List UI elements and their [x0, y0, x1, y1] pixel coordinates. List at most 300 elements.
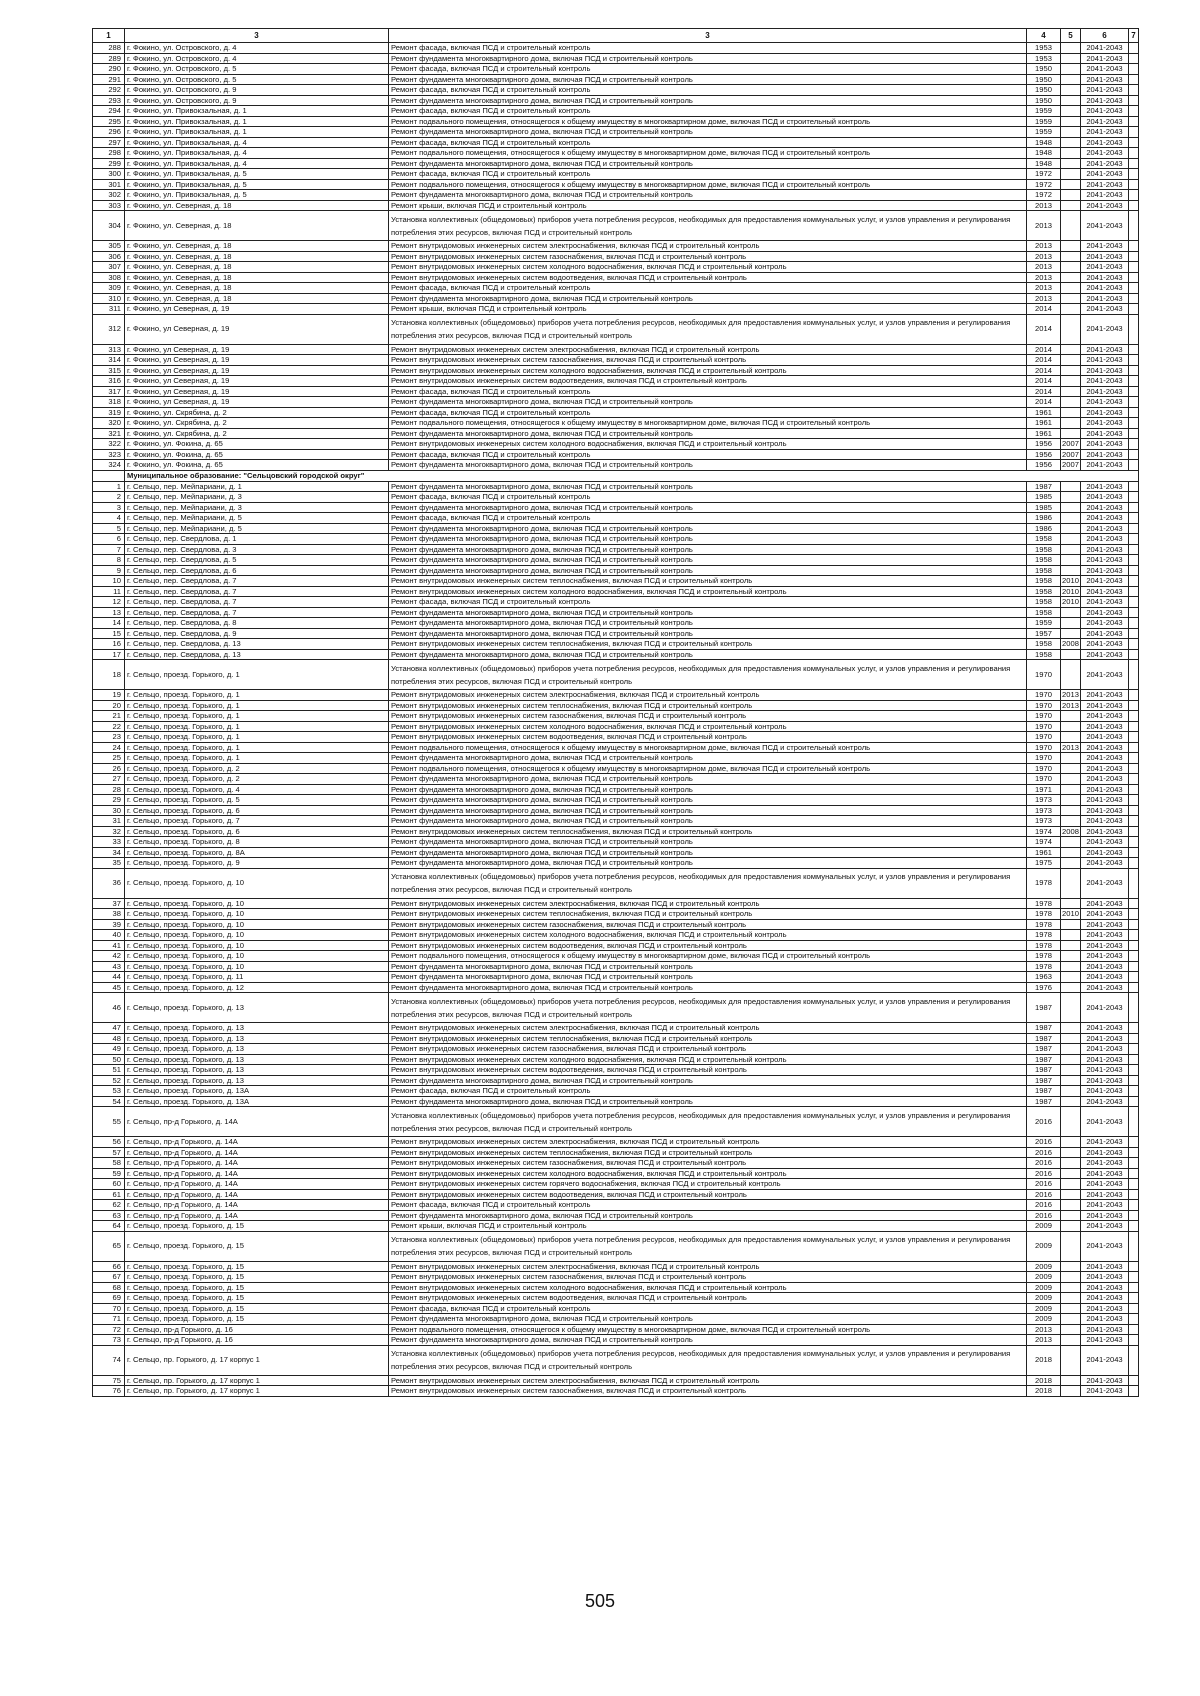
- planned-period-cell: 2041-2043: [1081, 919, 1129, 930]
- table-row: [93, 116, 1139, 127]
- address-cell: г. Фокино, ул. Привокзальная, д. 4: [125, 148, 389, 159]
- row-number-cell: 19: [93, 690, 125, 701]
- empty-cell: [1129, 753, 1139, 764]
- table-row: [93, 513, 1139, 524]
- empty-cell: [1129, 1221, 1139, 1232]
- last-repair-year-cell: [1061, 304, 1081, 315]
- address-cell: г. Сельцо, проезд. Горького, д. 15: [125, 1303, 389, 1314]
- empty-cell: [1129, 1261, 1139, 1272]
- row-number-cell: 58: [93, 1158, 125, 1169]
- table-row: [93, 639, 1139, 650]
- last-repair-year-cell: [1061, 137, 1081, 148]
- address-cell: г. Сельцо, пр-д Горького, д. 14А: [125, 1168, 389, 1179]
- last-repair-year-cell: [1061, 1065, 1081, 1076]
- address-cell: г. Сельцо, пр. Горького, д. 17 корпус 1: [125, 1375, 389, 1386]
- year-built-cell: 2009: [1027, 1303, 1061, 1314]
- work-type-cell: Ремонт внутридомовых инженерных систем газоснабжения, включая ПСД и строительный контроль: [389, 251, 1027, 262]
- address-cell: г. Сельцо, пр-д Горького, д. 14А: [125, 1179, 389, 1190]
- table-header-row: [93, 29, 1139, 43]
- table-row: [93, 74, 1139, 85]
- row-number-cell: 29: [93, 795, 125, 806]
- planned-period-cell: 2041-2043: [1081, 1282, 1129, 1293]
- empty-cell: [1129, 774, 1139, 785]
- work-type-cell: Ремонт фундамента многоквартирного дома, включая ПСД и строительный контроль: [389, 127, 1027, 138]
- work-type-cell: Ремонт фасада, включая ПСД и строительный контроль: [389, 492, 1027, 503]
- row-number-cell: 57: [93, 1147, 125, 1158]
- empty-cell: [1129, 1282, 1139, 1293]
- address-cell: г. Фокино, ул. Скрябина, д. 2: [125, 418, 389, 429]
- address-cell: г. Сельцо, проезд. Горького, д. 4: [125, 784, 389, 795]
- address-cell: г. Сельцо, пр-д Горького, д. 14А: [125, 1210, 389, 1221]
- table-row: [93, 805, 1139, 816]
- address-cell: г. Сельцо, пер. Свердлова, д. 8: [125, 618, 389, 629]
- row-number-cell: 30: [93, 805, 125, 816]
- table-row: [93, 148, 1139, 159]
- row-number-cell: 295: [93, 116, 125, 127]
- table-row: [93, 732, 1139, 743]
- row-number-cell: 28: [93, 784, 125, 795]
- address-cell: г. Фокино, ул. Островского, д. 9: [125, 85, 389, 96]
- address-cell: г. Сельцо, проезд. Горького, д. 15: [125, 1221, 389, 1232]
- planned-period-cell: 2041-2043: [1081, 1054, 1129, 1065]
- last-repair-year-cell: 2013: [1062, 690, 1079, 699]
- work-type-cell: Установка коллективных (общедомовых) приборов учета потребления ресурсов, необходимых для предоставления коммунальных услуг, и узлов управления и регулирования потребления этих ресурсов, включая ПСД и строительный контроль: [389, 314, 1027, 344]
- planned-period-cell: 2041-2043: [1081, 272, 1129, 283]
- row-number-cell: 322: [93, 439, 125, 450]
- last-repair-year-cell: [1061, 858, 1081, 869]
- work-type-cell: Ремонт фундамента многоквартирного дома, включая ПСД и строительный контроль: [389, 858, 1027, 869]
- address-cell: г. Сельцо, пер. Свердлова, д. 7: [125, 576, 389, 587]
- table-row: [93, 190, 1139, 201]
- row-number-cell: 5: [93, 523, 125, 534]
- work-type-cell: Ремонт фасада, включая ПСД и строительный контроль: [389, 283, 1027, 294]
- row-number-cell: 75: [93, 1375, 125, 1386]
- year-built-cell: 1974: [1027, 837, 1061, 848]
- year-built-cell: 1963: [1027, 972, 1061, 983]
- address-cell: г. Сельцо, пер. Мейпариани, д. 1: [125, 481, 389, 492]
- planned-period-cell: 2041-2043: [1081, 1261, 1129, 1272]
- last-repair-year-cell: 2010: [1062, 597, 1079, 606]
- table-row: [93, 1314, 1139, 1325]
- row-number-cell: 42: [93, 951, 125, 962]
- year-built-cell: 1950: [1027, 85, 1061, 96]
- table-row: [93, 492, 1139, 503]
- planned-period-cell: 2041-2043: [1081, 732, 1129, 743]
- empty-cell: [1129, 993, 1139, 1023]
- table-row: [93, 1158, 1139, 1169]
- address-cell: г. Сельцо, пер. Свердлова, д. 7: [125, 607, 389, 618]
- last-repair-year-cell: [1061, 158, 1081, 169]
- planned-period-cell: 2041-2043: [1081, 53, 1129, 64]
- row-number-cell: 313: [93, 344, 125, 355]
- planned-period-cell: 2041-2043: [1081, 1375, 1129, 1386]
- last-repair-year-cell: [1061, 930, 1081, 941]
- row-number-cell: 290: [93, 64, 125, 75]
- planned-period-cell: 2041-2043: [1081, 148, 1129, 159]
- address-cell: г. Фокино, ул. Островского, д. 4: [125, 53, 389, 64]
- last-repair-year-cell: [1061, 1179, 1081, 1190]
- address-cell: г. Сельцо, проезд. Горького, д. 15: [125, 1314, 389, 1325]
- table-row: [93, 43, 1139, 54]
- planned-period-cell: 2041-2043: [1081, 868, 1129, 898]
- planned-period-cell: 2041-2043: [1081, 1386, 1129, 1397]
- year-built-cell: 1978: [1027, 940, 1061, 951]
- table-row: [93, 742, 1139, 753]
- empty-cell: [1129, 565, 1139, 576]
- last-repair-year-cell: [1061, 169, 1081, 180]
- work-type-cell: Ремонт внутридомовых инженерных систем газоснабжения, включая ПСД и строительный контроль: [389, 1272, 1027, 1283]
- last-repair-year-cell: [1061, 847, 1081, 858]
- last-repair-year-cell: [1061, 283, 1081, 294]
- work-type-cell: Ремонт внутридомовых инженерных систем теплоснабжения, включая ПСД и строительный контроль: [389, 1147, 1027, 1158]
- planned-period-cell: 2041-2043: [1081, 607, 1129, 618]
- table-row: [93, 721, 1139, 732]
- year-built-cell: 1956: [1027, 460, 1061, 471]
- address-cell: г. Сельцо, пер. Свердлова, д. 7: [125, 586, 389, 597]
- planned-period-cell: 2041-2043: [1081, 1168, 1129, 1179]
- header-cell: 4: [1027, 29, 1061, 43]
- year-built-cell: 1961: [1027, 428, 1061, 439]
- address-cell: г. Сельцо, проезд. Горького, д. 1: [125, 711, 389, 722]
- year-built-cell: 1958: [1027, 649, 1061, 660]
- empty-cell: [1129, 1314, 1139, 1325]
- last-repair-year-cell: [1061, 1375, 1081, 1386]
- row-number-cell: 67: [93, 1272, 125, 1283]
- year-built-cell: 1948: [1027, 137, 1061, 148]
- work-type-cell: Ремонт фундамента многоквартирного дома, включая ПСД и строительный контроль: [389, 1075, 1027, 1086]
- row-number-cell: 47: [93, 1023, 125, 1034]
- last-repair-year-cell: [1061, 555, 1081, 566]
- last-repair-year-cell: [1061, 795, 1081, 806]
- table-row: [93, 1023, 1139, 1034]
- year-built-cell: 2014: [1027, 344, 1061, 355]
- row-number-cell: 14: [93, 618, 125, 629]
- table-row: [93, 1210, 1139, 1221]
- row-number-cell: 27: [93, 774, 125, 785]
- address-cell: г. Фокино, ул. Фокина, д. 65: [125, 439, 389, 450]
- work-type-cell: Ремонт внутридомовых инженерных систем электроснабжения, включая ПСД и строительный контроль: [389, 344, 1027, 355]
- empty-cell: [1129, 1231, 1139, 1261]
- address-cell: г. Фокино, ул Северная, д. 19: [125, 314, 389, 344]
- planned-period-cell: 2041-2043: [1081, 618, 1129, 629]
- planned-period-cell: 2041-2043: [1081, 137, 1129, 148]
- empty-cell: [1129, 251, 1139, 262]
- table-row: [93, 376, 1139, 387]
- last-repair-year-cell: [1061, 972, 1081, 983]
- empty-cell: [1129, 428, 1139, 439]
- empty-cell: [1129, 190, 1139, 201]
- address-cell: г. Сельцо, проезд. Горького, д. 8: [125, 837, 389, 848]
- work-type-cell: Ремонт фундамента многоквартирного дома, включая ПСД и строительный контроль: [389, 649, 1027, 660]
- address-cell: г. Фокино, ул. Привокзальная, д. 4: [125, 137, 389, 148]
- row-number-cell: 16: [93, 639, 125, 650]
- row-number-cell: 314: [93, 355, 125, 366]
- work-type-cell: Ремонт фундамента многоквартирного дома, включая ПСД и строительный контроль: [389, 481, 1027, 492]
- address-cell: г. Сельцо, пр-д Горького, д. 14А: [125, 1147, 389, 1158]
- table-row: [93, 449, 1139, 460]
- planned-period-cell: 2041-2043: [1081, 85, 1129, 96]
- address-cell: г. Сельцо, проезд. Горького, д. 8А: [125, 847, 389, 858]
- last-repair-year-cell: [1061, 376, 1081, 387]
- planned-period-cell: 2041-2043: [1081, 544, 1129, 555]
- empty-cell: [1129, 64, 1139, 75]
- row-number-cell: 302: [93, 190, 125, 201]
- last-repair-year-cell: [1061, 190, 1081, 201]
- empty-cell: [1129, 1033, 1139, 1044]
- empty-cell: [1129, 1168, 1139, 1179]
- planned-period-cell: 2041-2043: [1081, 1210, 1129, 1221]
- row-number-cell: 50: [93, 1054, 125, 1065]
- planned-period-cell: 2041-2043: [1081, 314, 1129, 344]
- row-number-cell: 294: [93, 106, 125, 117]
- empty-cell: [1129, 1189, 1139, 1200]
- last-repair-year-cell: [1061, 1335, 1081, 1346]
- last-repair-year-cell: [1061, 1221, 1081, 1232]
- last-repair-year-cell: [1061, 1168, 1081, 1179]
- row-number-cell: 296: [93, 127, 125, 138]
- empty-cell: [1129, 1023, 1139, 1034]
- row-number-cell: 292: [93, 85, 125, 96]
- empty-cell: [1129, 711, 1139, 722]
- empty-cell: [1129, 1054, 1139, 1065]
- work-type-cell: Установка коллективных (общедомовых) приборов учета потребления ресурсов, необходимых для предоставления коммунальных услуг, и узлов управления и регулирования потребления этих ресурсов, включая ПСД и строительный контроль: [389, 660, 1027, 690]
- work-type-cell: Установка коллективных (общедомовых) приборов учета потребления ресурсов, необходимых для предоставления коммунальных услуг, и узлов управления и регулирования потребления этих ресурсов, включая ПСД и строительный контроль: [389, 868, 1027, 898]
- year-built-cell: 1956: [1027, 439, 1061, 450]
- year-built-cell: 1961: [1027, 407, 1061, 418]
- row-number-cell: 8: [93, 555, 125, 566]
- planned-period-cell: 2041-2043: [1081, 795, 1129, 806]
- work-type-cell: Ремонт фасада, включая ПСД и строительный контроль: [389, 597, 1027, 608]
- empty-cell: [1129, 795, 1139, 806]
- empty-cell: [1129, 586, 1139, 597]
- last-repair-year-cell: [1061, 1086, 1081, 1097]
- planned-period-cell: 2041-2043: [1081, 513, 1129, 524]
- row-number-cell: 65: [93, 1231, 125, 1261]
- work-type-cell: Ремонт фундамента многоквартирного дома, включая ПСД и строительный контроль: [389, 1096, 1027, 1107]
- last-repair-year-cell: [1061, 95, 1081, 106]
- table-row: [93, 1324, 1139, 1335]
- last-repair-year-cell: [1061, 1075, 1081, 1086]
- table-row: [93, 690, 1139, 701]
- year-built-cell: 1961: [1027, 847, 1061, 858]
- row-number-cell: 18: [93, 660, 125, 690]
- row-number-cell: 33: [93, 837, 125, 848]
- empty-cell: [1129, 837, 1139, 848]
- work-type-cell: Ремонт фасада, включая ПСД и строительный контроль: [389, 1303, 1027, 1314]
- planned-period-cell: 2041-2043: [1081, 428, 1129, 439]
- page-number: 505: [584, 1591, 616, 1611]
- work-type-cell: Ремонт внутридомовых инженерных систем водоотведения, включая ПСД и строительный контроль: [389, 272, 1027, 283]
- year-built-cell: 1973: [1027, 795, 1061, 806]
- planned-period-cell: 2041-2043: [1081, 407, 1129, 418]
- table-row: [93, 868, 1139, 898]
- empty-cell: [1129, 1210, 1139, 1221]
- work-type-cell: Ремонт фундамента многоквартирного дома, включая ПСД и строительный контроль: [389, 74, 1027, 85]
- last-repair-year-cell: [1061, 272, 1081, 283]
- empty-cell: [1129, 262, 1139, 273]
- year-built-cell: 1972: [1027, 169, 1061, 180]
- work-type-cell: Ремонт внутридомовых инженерных систем водоотведения, включая ПСД и строительный контроль: [389, 1189, 1027, 1200]
- work-type-cell: Ремонт фундамента многоквартирного дома, включая ПСД и строительный контроль: [389, 1210, 1027, 1221]
- address-cell: г. Фокино, ул. Скрябина, д. 2: [125, 407, 389, 418]
- empty-cell: [1129, 961, 1139, 972]
- table-row: [93, 211, 1139, 241]
- work-type-cell: Ремонт внутридомовых инженерных систем водоотведения, включая ПСД и строительный контроль: [389, 940, 1027, 951]
- last-repair-year-cell: [1061, 721, 1081, 732]
- table-row: [93, 544, 1139, 555]
- work-type-cell: Ремонт фундамента многоквартирного дома, включая ПСД и строительный контроль: [389, 95, 1027, 106]
- table-row: [93, 1137, 1139, 1148]
- row-number-cell: 321: [93, 428, 125, 439]
- row-number-cell: 73: [93, 1335, 125, 1346]
- last-repair-year-cell: [1061, 1033, 1081, 1044]
- year-built-cell: 2013: [1027, 200, 1061, 211]
- planned-period-cell: 2041-2043: [1081, 837, 1129, 848]
- table-row: [93, 95, 1139, 106]
- last-repair-year-cell: [1061, 711, 1081, 722]
- row-number-cell: 31: [93, 816, 125, 827]
- table-row: [93, 241, 1139, 252]
- empty-cell: [1129, 649, 1139, 660]
- last-repair-year-cell: [1061, 805, 1081, 816]
- row-number-cell: 320: [93, 418, 125, 429]
- row-number-cell: 62: [93, 1200, 125, 1211]
- empty-cell: [1129, 513, 1139, 524]
- year-built-cell: 1970: [1027, 690, 1061, 701]
- planned-period-cell: 2041-2043: [1081, 816, 1129, 827]
- planned-period-cell: 2041-2043: [1081, 1107, 1129, 1137]
- year-built-cell: 1974: [1027, 826, 1061, 837]
- row-number-cell: 300: [93, 169, 125, 180]
- work-type-cell: Ремонт внутридомовых инженерных систем электроснабжения, включая ПСД и строительный контроль: [389, 241, 1027, 252]
- row-number-cell: 76: [93, 1386, 125, 1397]
- table-row: [93, 481, 1139, 492]
- address-cell: г. Сельцо, проезд. Горького, д. 13: [125, 1023, 389, 1034]
- table-row: [93, 534, 1139, 545]
- row-number-cell: 307: [93, 262, 125, 273]
- year-built-cell: 1970: [1027, 753, 1061, 764]
- year-built-cell: 2016: [1027, 1158, 1061, 1169]
- year-built-cell: 1986: [1027, 523, 1061, 534]
- work-type-cell: Ремонт фундамента многоквартирного дома, включая ПСД и строительный контроль: [389, 816, 1027, 827]
- empty-cell: [1129, 1293, 1139, 1304]
- planned-period-cell: 2041-2043: [1081, 763, 1129, 774]
- table-row: [93, 909, 1139, 920]
- address-cell: г. Сельцо, проезд. Горького, д. 1: [125, 690, 389, 701]
- address-cell: г. Сельцо, проезд. Горького, д. 1: [125, 660, 389, 690]
- year-built-cell: 1985: [1027, 502, 1061, 513]
- address-cell: г. Сельцо, проезд. Горького, д. 1: [125, 700, 389, 711]
- work-type-cell: Ремонт фасада, включая ПСД и строительный контроль: [389, 64, 1027, 75]
- table-row: [93, 365, 1139, 376]
- year-built-cell: 2018: [1027, 1375, 1061, 1386]
- row-number-cell: 306: [93, 251, 125, 262]
- table-row: [93, 837, 1139, 848]
- planned-period-cell: 2041-2043: [1081, 418, 1129, 429]
- row-number-cell: 289: [93, 53, 125, 64]
- last-repair-year-cell: [1061, 961, 1081, 972]
- year-built-cell: 1978: [1027, 898, 1061, 909]
- last-repair-year-cell: [1061, 1189, 1081, 1200]
- year-built-cell: 1958: [1027, 607, 1061, 618]
- year-built-cell: 2014: [1027, 376, 1061, 387]
- empty-cell: [1129, 1303, 1139, 1314]
- row-number-cell: 298: [93, 148, 125, 159]
- planned-period-cell: 2041-2043: [1081, 993, 1129, 1023]
- table-row: [93, 386, 1139, 397]
- last-repair-year-cell: [1061, 179, 1081, 190]
- address-cell: г. Сельцо, пер. Свердлова, д. 13: [125, 649, 389, 660]
- empty-cell: [1129, 492, 1139, 503]
- row-number-cell: 10: [93, 576, 125, 587]
- planned-period-cell: 2041-2043: [1081, 1158, 1129, 1169]
- work-type-cell: Ремонт внутридомовых инженерных систем водоотведения, включая ПСД и строительный контроль: [389, 1065, 1027, 1076]
- address-cell: г. Сельцо, пр. Горького, д. 17 корпус 1: [125, 1386, 389, 1397]
- row-number-cell: 15: [93, 628, 125, 639]
- table-row: [93, 355, 1139, 366]
- planned-period-cell: 2041-2043: [1081, 241, 1129, 252]
- work-type-cell: Установка коллективных (общедомовых) приборов учета потребления ресурсов, необходимых для предоставления коммунальных услуг, и узлов управления и регулирования потребления этих ресурсов, включая ПСД и строительный контроль: [389, 1231, 1027, 1261]
- planned-period-cell: 2041-2043: [1081, 1023, 1129, 1034]
- table-row: [93, 169, 1139, 180]
- table-row: [93, 898, 1139, 909]
- year-built-cell: 1948: [1027, 158, 1061, 169]
- empty-cell: [1129, 179, 1139, 190]
- planned-period-cell: 2041-2043: [1081, 972, 1129, 983]
- address-cell: г. Фокино, ул. Привокзальная, д. 5: [125, 169, 389, 180]
- row-number-cell: 12: [93, 597, 125, 608]
- planned-period-cell: 2041-2043: [1081, 1324, 1129, 1335]
- work-type-cell: Ремонт фундамента многоквартирного дома, включая ПСД и строительный контроль: [389, 397, 1027, 408]
- last-repair-year-cell: [1061, 784, 1081, 795]
- year-built-cell: 2016: [1027, 1210, 1061, 1221]
- work-type-cell: Ремонт фасада, включая ПСД и строительный контроль: [389, 386, 1027, 397]
- last-repair-year-cell: [1061, 1054, 1081, 1065]
- year-built-cell: 1958: [1027, 534, 1061, 545]
- last-repair-year-cell: [1061, 1314, 1081, 1325]
- planned-period-cell: 2041-2043: [1081, 1200, 1129, 1211]
- empty-cell: [1129, 365, 1139, 376]
- work-type-cell: Ремонт фасада, включая ПСД и строительный контроль: [389, 106, 1027, 117]
- empty-cell: [1129, 1345, 1139, 1375]
- address-cell: г. Сельцо, проезд. Горького, д. 1: [125, 732, 389, 743]
- row-number-cell: 318: [93, 397, 125, 408]
- empty-cell: [1129, 85, 1139, 96]
- year-built-cell: 2014: [1027, 386, 1061, 397]
- planned-period-cell: 2041-2043: [1081, 774, 1129, 785]
- table-row: [93, 649, 1139, 660]
- table-row: [93, 847, 1139, 858]
- last-repair-year-cell: [1061, 211, 1081, 241]
- planned-period-cell: 2041-2043: [1081, 1179, 1129, 1190]
- last-repair-year-cell: [1061, 481, 1081, 492]
- year-built-cell: 1987: [1027, 1033, 1061, 1044]
- address-cell: г. Фокино, ул. Островского, д. 9: [125, 95, 389, 106]
- year-built-cell: 2009: [1027, 1293, 1061, 1304]
- table-row: [93, 251, 1139, 262]
- row-number-cell: 299: [93, 158, 125, 169]
- empty-cell: [1129, 460, 1139, 471]
- work-type-cell: Ремонт внутридомовых инженерных систем электроснабжения, включая ПСД и строительный контроль: [389, 898, 1027, 909]
- table-row: [93, 64, 1139, 75]
- work-type-cell: Ремонт внутридомовых инженерных систем теплоснабжения, включая ПСД и строительный контроль: [389, 639, 1027, 650]
- empty-cell: [1129, 241, 1139, 252]
- year-built-cell: 2016: [1027, 1107, 1061, 1137]
- empty-cell: [1129, 449, 1139, 460]
- work-type-cell: Ремонт внутридомовых инженерных систем холодного водоснабжения, включая ПСД и строительный контроль: [389, 262, 1027, 273]
- work-type-cell: Ремонт фасада, включая ПСД и строительный контроль: [389, 85, 1027, 96]
- address-cell: г. Сельцо, проезд. Горького, д. 15: [125, 1261, 389, 1272]
